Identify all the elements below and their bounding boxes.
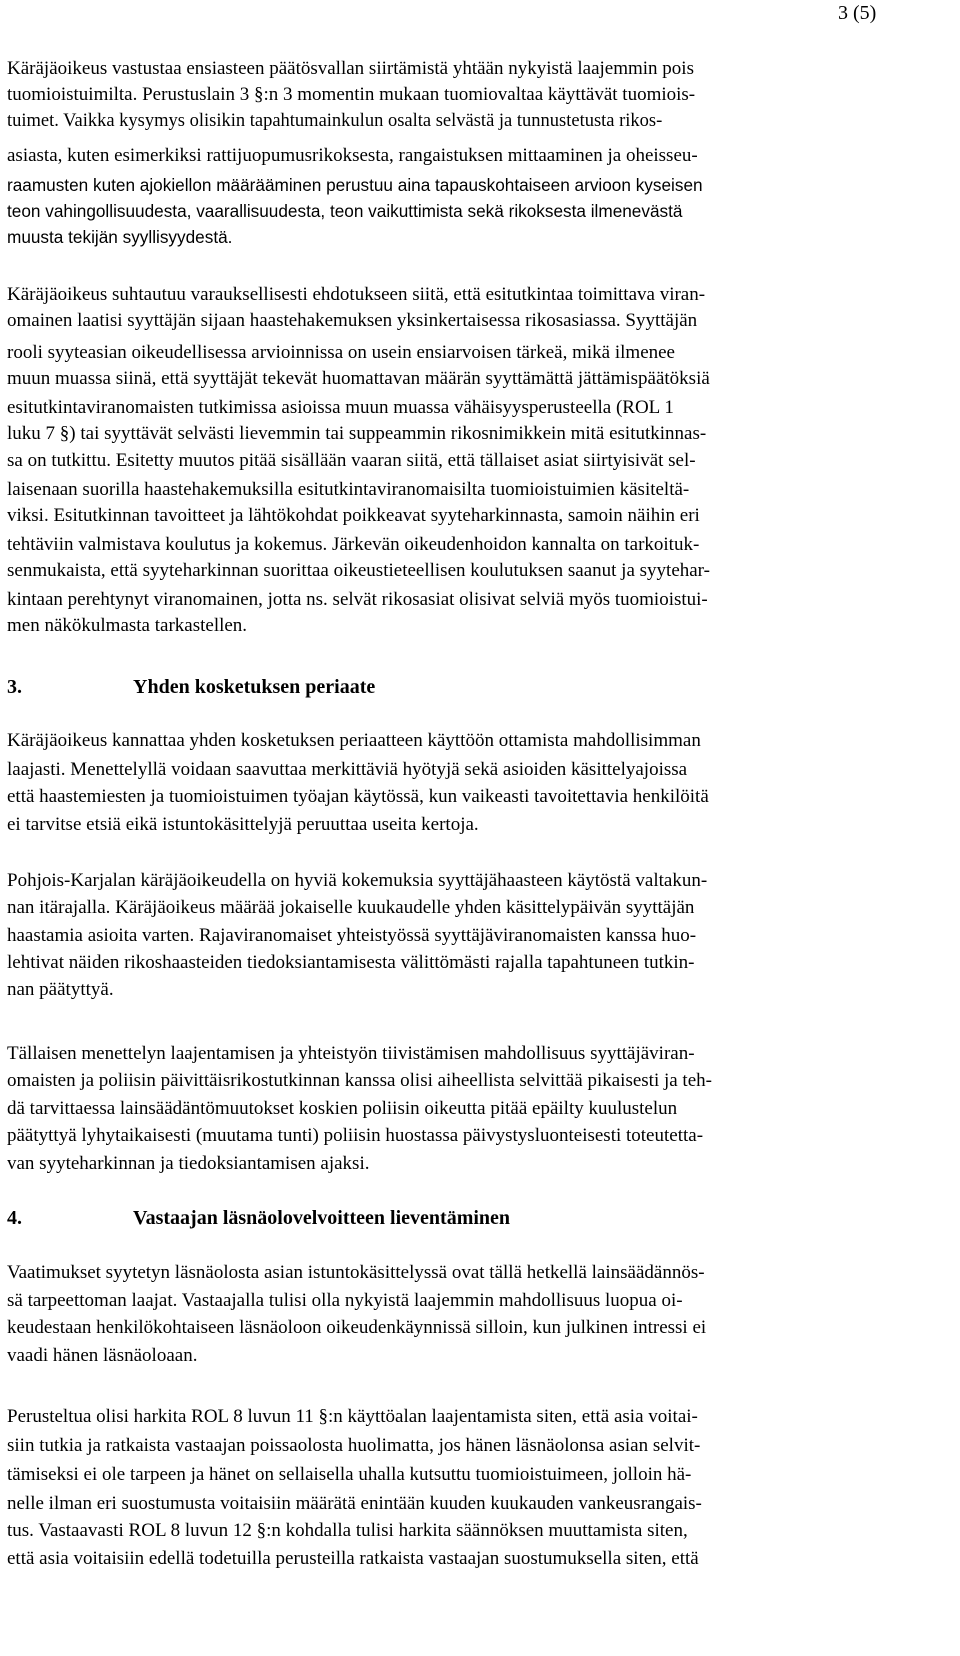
text-line: Käräjäoikeus suhtautuu varauksellisesti ehdotukseen siitä, että esitutkintaa toimittava viran- [7, 284, 706, 305]
text-line: Tällaisen menettelyn laajentamisen ja yhteistyön tiivistämisen mahdollisuus syyttäjäviran- [7, 1043, 695, 1064]
text-line: Käräjäoikeus vastustaa ensiasteen päätösvallan siirtämistä yhtään nykyistä laajemmin pois [7, 58, 694, 79]
text-line: siin tutkia ja ratkaista vastaajan poissaolosta huolimatta, jos hänen läsnäolonsa asian selvit- [7, 1435, 701, 1456]
text-line: van syyteharkinnan ja tiedoksiantamisen ajaksi. [7, 1153, 370, 1174]
text-line [7, 108, 662, 134]
text-line: tämiseksi ei ole tarpeen ja hänet on sellaisella uhalla kutsuttu tuomioistuimeen, jolloin hä- [7, 1464, 692, 1485]
text-line: tehtäviin valmistava koulutus ja kokemus. Järkevän oikeudenhoidon kannalta on tarkoituk- [7, 534, 700, 555]
section-number: 3. [7, 676, 22, 698]
text-line: viksi. Esitutkinnan tavoitteet ja lähtökohdat poikkeavat syyteharkinnasta, samoin näihin eri [7, 505, 700, 526]
text-line: tus. Vastaavasti ROL 8 luvun 12 §:n kohdalla tulisi harkita säännöksen muuttamista siten, [7, 1520, 688, 1541]
text-line: muun muassa siinä, että syyttäjät tekevät huomattavan määrän syyttämättä jättämispäätöksiä [7, 368, 710, 389]
text-line: keudestaan henkilökohtaiseen läsnäoloon oikeudenkäynnissä silloin, kun julkinen intressi ei [7, 1317, 707, 1338]
text-line: rooli syyteasian oikeudellisessa arvioinnissa on usein ensiarvoisen tärkeä, mikä ilmenee [7, 342, 675, 363]
text-line: vaadi hänen läsnäoloaan. [7, 1345, 198, 1366]
text-line: lehtivat näiden rikoshaasteiden tiedoksiantamisesta välittömästi rajalla tapahtuneen tutkin- [7, 952, 695, 973]
text-line: omaisten ja poliisin päivittäisrikostutkinnan kanssa olisi aiheellista selvittää pikaisesti ja teh- [7, 1070, 712, 1091]
section-heading [7, 674, 375, 700]
text-line: senmukaista, että syyteharkinnan suorittaa oikeustieteellisen koulutuksen saanut ja syytehar- [7, 560, 710, 581]
text-line: asiasta, kuten esimerkiksi rattijuopumusrikoksesta, rangaistuksen mittaaminen ja oheisseu- [7, 145, 698, 166]
section-title: Yhden kosketuksen periaate [133, 676, 376, 698]
text-line: sa on tutkittu. Esitetty muutos pitää sisällään vaaran siitä, että tällaiset asiat siirtyisivät sel- [7, 450, 696, 471]
text-line: dä tarvittaessa lainsäädäntömuutokset koskien poliisin oikeutta pitää epäilty kuulustelun [7, 1098, 678, 1119]
text-line: nelle ilman eri suostumusta voitaisiin määrätä enintään kuuden kuukauden vankeusrangais- [7, 1493, 702, 1514]
text-line: haastamia asioita varten. Rajaviranomaiset yhteistyössä syyttäjäviranomaisten kanssa huo- [7, 925, 697, 946]
section-heading [7, 1205, 510, 1231]
text-line: nan päätyttyä. [7, 979, 114, 1000]
text-line: sä tarpeettoman laajat. Vastaajalla tulisi olla nykyistä laajemmin mahdollisuus luopua oi- [7, 1290, 683, 1311]
text-line: Käräjäoikeus kannattaa yhden kosketuksen periaatteen käyttöön ottamista mahdollisimman [7, 730, 701, 751]
text-line: laisenaan suorilla haastehakemuksilla esitutkintaviranomaisilta tuomioistuimien käsiteltä- [7, 479, 690, 500]
text-line: raamusten kuten ajokiellon määrääminen perustuu aina tapauskohtaiseen arvioon kyseisen [7, 175, 703, 195]
text-line: men näkökulmasta tarkastellen. [7, 615, 248, 636]
text-line: Vaatimukset syytetyn läsnäolosta asian istuntokäsittelyssä ovat tällä hetkellä lainsäädännös- [7, 1262, 705, 1283]
text-line: että haastemiesten ja tuomioistuimen työajan käytössä, kun vaikeasti tavoitettavia henkilöitä [7, 786, 709, 807]
text-line: kintaan perehtynyt viranomainen, jotta ns. selvät rikosasiat olisivat selviä myös tuomioistui- [7, 589, 708, 610]
text-line: luku 7 §) tai syyttävät selvästi lievemmin tai suppeammin rikosnimikkein mitä esitutkinnas- [7, 423, 707, 444]
text-fragment: tuimet. Vaikka kysymys olisikin tapahtumainkulun osalta selvästä ja tunnustetusta rikos- [7, 111, 663, 131]
text-line: nan itärajalla. Käräjäoikeus määrää jokaiselle kuukaudelle yhden käsittelypäivän syyttäjän [7, 897, 695, 918]
text-line: että asia voitaisiin edellä todetuilla perusteilla ratkaista vastaajan suostumuksella siten, että [7, 1548, 699, 1569]
section-title: Vastaajan läsnäolovelvoitteen lieventäminen [133, 1207, 511, 1229]
text-line: teon vahingollisuudesta, vaarallisuudesta, teon vaikuttimista sekä rikoksesta ilmenevästä [7, 201, 683, 221]
text-line: Pohjois-Karjalan käräjäoikeudella on hyviä kokemuksia syyttäjähaasteen käytöstä valtakun- [7, 870, 708, 891]
section-number: 4. [7, 1207, 22, 1229]
text-line: ei tarvitse etsiä eikä istuntokäsittelyjä peruuttaa useita kertoja. [7, 814, 479, 835]
text-line: laajasti. Menettelyllä voidaan saavuttaa merkittäviä hyötyjä sekä asioiden käsittelyajoissa [7, 759, 688, 780]
text-line: tuomioistuimilta. Perustuslain 3 §:n 3 momentin mukaan tuomiovaltaa käyttävät tuomiois- [7, 84, 696, 105]
text-line: omainen laatisi syyttäjän sijaan haastehakemuksen yksinkertaisessa rikosasiassa. Syyttäjän [7, 310, 698, 331]
text-line: muusta tekijän syyllisyydestä. [7, 227, 233, 247]
page-number: 3 (5) [838, 2, 877, 24]
text-line: esitutkintaviranomaisten tutkimissa asioissa muun muassa vähäisyysperusteella (ROL 1 [7, 397, 674, 418]
text-line: päätyttyä lyhytaikaisesti (muutama tunti) poliisin huostassa päivystysluonteisesti toteutetta- [7, 1125, 704, 1146]
text-line: Perusteltua olisi harkita ROL 8 luvun 11 §:n käyttöalan laajentamista siten, että asia voitai- [7, 1406, 698, 1427]
